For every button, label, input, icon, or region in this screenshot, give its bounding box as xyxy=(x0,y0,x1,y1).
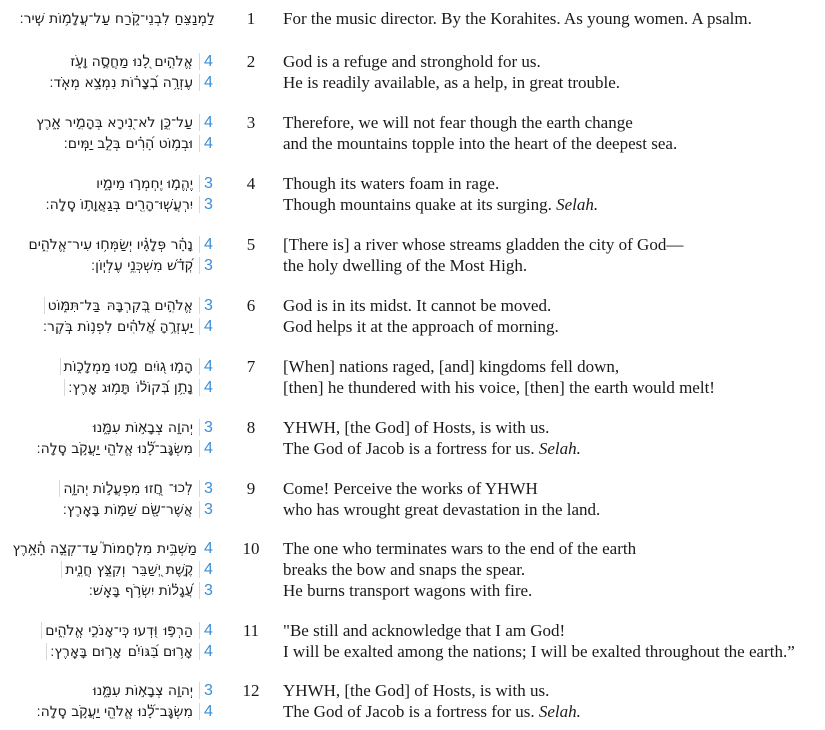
hebrew-line xyxy=(0,112,218,133)
english-line: Come! Perceive the works of YHWH xyxy=(283,479,538,498)
hebrew-line xyxy=(0,499,218,520)
english-column xyxy=(283,8,823,29)
stress-count: 3 xyxy=(204,479,213,497)
hebrew-segment: יַעְזְרֶ֥הָ אֱ֝לֹהִ֗ים לִפְנ֥וֹת בֹּֽקֶר׃ xyxy=(42,319,193,335)
hebrew-text xyxy=(61,135,200,152)
hebrew-column xyxy=(0,478,218,520)
hebrew-text xyxy=(46,643,200,660)
verse-number: 1 xyxy=(246,9,256,28)
hebrew-segment: מִשְׂגָּֽב־לָ֝֗נוּ אֱלֹהֵ֖י יַעֲקֹ֣ב סֶֽלָה׃ xyxy=(36,441,193,457)
stress-count: 3 xyxy=(204,296,213,314)
english-line: He burns transport wagons with fire. xyxy=(283,581,533,600)
stress-count: 4 xyxy=(204,52,213,70)
english-line: Though its waters foam in rage. xyxy=(283,174,500,193)
english-column xyxy=(283,680,823,722)
hebrew-segment: הַרְפּ֣וּ xyxy=(163,623,193,639)
hebrew-text xyxy=(90,682,200,699)
english-column xyxy=(283,295,823,337)
selah-italic: Selah. xyxy=(538,439,581,458)
english-line: who has wrought great devastation in the land. xyxy=(283,500,601,519)
english-text: The God of Jacob is a fortress for us. xyxy=(283,439,539,458)
hebrew-line xyxy=(0,620,218,641)
stress-count: 4 xyxy=(204,113,213,131)
hebrew-text xyxy=(33,440,200,457)
hebrew-text: לַמְנַצֵּחַ לִבְנֵי־קֹ֑רַח עַל־עֲלָמ֥וֹת שִֽׁיר׃ xyxy=(19,11,215,27)
english-line: He is readily available, as a help, in great trouble. xyxy=(283,73,621,92)
hebrew-text xyxy=(40,318,200,335)
hebrew-segment: עֲ֝גָל֗וֹת יִשְׂרֹ֥ף בָּאֵֽשׁ׃ xyxy=(88,583,193,599)
verse-number: 6 xyxy=(246,296,256,315)
hebrew-text xyxy=(60,501,200,518)
english-column xyxy=(283,234,823,276)
hebrew-line xyxy=(0,316,218,337)
stress-count: 3 xyxy=(204,174,213,192)
hebrew-segment: הָמ֣וּ ג֭וֹיִם xyxy=(143,359,193,375)
hebrew-line xyxy=(0,559,218,580)
hebrew-line xyxy=(0,417,218,438)
hebrew-line xyxy=(0,356,218,377)
hebrew-segment: וְקִצֵּ֣ץ חֲנִ֑ית xyxy=(61,561,128,578)
hebrew-segment: מִשְׂגָּֽב־לָ֝֗נוּ אֱלֹהֵ֖י יַעֲקֹ֣ב סֶֽלָה׃ xyxy=(36,704,193,720)
selah-italic: Selah. xyxy=(556,195,599,214)
stress-count: 4 xyxy=(204,702,213,720)
english-line: God helps it at the approach of morning. xyxy=(283,317,559,336)
hebrew-text xyxy=(64,379,200,396)
hebrew-line xyxy=(0,438,218,459)
hebrew-column xyxy=(0,8,218,29)
hebrew-text xyxy=(67,53,200,70)
stress-count: 3 xyxy=(204,256,213,274)
hebrew-segment: נָהָ֗ר פְּלָגָ֗יו יְשַׂמְּח֥וּ עִיר־אֱלֹהִ֑ים xyxy=(28,237,193,253)
hebrew-segment: מָ֣טוּ מַמְלָכ֑וֹת xyxy=(60,358,141,375)
hebrew-text xyxy=(44,297,200,314)
verse-number: 5 xyxy=(246,235,256,254)
english-line: "Be still and acknowledge that I am God! xyxy=(283,621,566,640)
english-line: [When] nations raged, [and] kingdoms fell down, xyxy=(283,357,620,376)
hebrew-text xyxy=(41,622,200,639)
hebrew-segment: יְהוָ֣ה צְבָא֣וֹת עִמָּ֑נוּ xyxy=(92,420,193,436)
english-line: The one who terminates wars to the end of the earth xyxy=(283,539,637,558)
stress-count: 4 xyxy=(204,235,213,253)
stress-count: 4 xyxy=(204,73,213,91)
hebrew-segment: בַּל־תִּמּ֑וֹט xyxy=(44,297,104,314)
hebrew-segment: אֲשֶׁר־שָׂ֖ם שַׁמּ֣וֹת בָּאָֽרֶץ׃ xyxy=(62,502,193,518)
stress-count: 3 xyxy=(204,418,213,436)
hebrew-line xyxy=(0,72,218,93)
hebrew-line xyxy=(0,194,218,215)
english-line: For the music director. By the Korahites. As young women. A psalm. xyxy=(283,9,752,28)
hebrew-segment: וּ֭דְעוּ כִּֽי־אָנֹכִ֣י אֱלֹהִ֑ים xyxy=(41,622,160,639)
verse-number: 11 xyxy=(242,621,260,640)
hebrew-segment: תָּמ֥וּג אָֽרֶץ׃ xyxy=(64,379,133,396)
hebrew-column xyxy=(0,680,218,722)
hebrew-line xyxy=(0,255,218,276)
english-line: God is in its midst. It cannot be moved. xyxy=(283,296,552,315)
english-line: YHWH, [the God] of Hosts, is with us. xyxy=(283,418,550,437)
hebrew-line xyxy=(0,680,218,701)
hebrew-line xyxy=(0,701,218,722)
stress-count: 3 xyxy=(204,681,213,699)
english-line xyxy=(283,438,823,459)
english-line: [There is] a river whose streams gladden the city of God— xyxy=(283,235,684,254)
english-line: I will be exalted among the nations; I will be exalted throughout the earth.” xyxy=(283,642,795,661)
stress-count: 4 xyxy=(204,317,213,335)
hebrew-line xyxy=(0,8,218,29)
hebrew-text xyxy=(33,703,200,720)
english-line: God is a refuge and stronghold for us. xyxy=(283,52,541,71)
stress-count: 4 xyxy=(204,357,213,375)
hebrew-line xyxy=(0,295,218,316)
hebrew-segment: אָר֥וּם בַּ֝גּוֹיִ֗ם xyxy=(127,644,193,660)
hebrew-segment: עֶזְרָ֥ה בְ֝צָר֗וֹת נִמְצָ֥א מְאֹֽד׃ xyxy=(49,75,193,91)
english-column xyxy=(283,538,823,601)
stress-count: 4 xyxy=(204,642,213,660)
hebrew-text xyxy=(93,175,200,192)
hebrew-segment: קְ֝דֹ֗שׁ מִשְׁכְּנֵ֥י עֶלְיֽוֹן׃ xyxy=(91,258,193,274)
english-line: Therefore, we will not fear though the earth change xyxy=(283,113,633,132)
stress-count: 4 xyxy=(204,560,213,578)
verse-number: 2 xyxy=(246,52,256,71)
hebrew-segment: אֱלֹהִ֣ים לָ֭נוּ מַחֲסֶ֣ה וָעֹ֑ז xyxy=(70,54,193,70)
hebrew-segment: וּבְמ֥וֹט הָ֝רִ֗ים בְּלֵ֣ב יַמִּֽים׃ xyxy=(63,136,193,152)
hebrew-text xyxy=(60,358,201,375)
hebrew-segment: אֱלֹהִ֣ים בְּ֭קִרְבָּהּ xyxy=(106,298,193,314)
english-line xyxy=(283,194,823,215)
hebrew-line xyxy=(0,538,218,559)
hebrew-column xyxy=(0,538,218,601)
hebrew-line xyxy=(0,51,218,72)
english-line: [then] he thundered with his voice, [then] the earth would melt! xyxy=(283,378,715,397)
hebrew-text xyxy=(88,257,200,274)
verse-number: 12 xyxy=(242,681,260,700)
english-text: Though mountains quake at its surging. xyxy=(283,195,557,214)
english-column xyxy=(283,51,823,93)
hebrew-segment: קֶ֣שֶׁת יְ֭שַׁבֵּר xyxy=(131,562,193,578)
hebrew-column xyxy=(0,51,218,93)
stress-count: 4 xyxy=(204,378,213,396)
hebrew-line xyxy=(0,478,218,499)
hebrew-column xyxy=(0,295,218,337)
hebrew-text xyxy=(86,582,200,599)
verse-number: 4 xyxy=(246,174,256,193)
stress-count: 4 xyxy=(204,439,213,457)
hebrew-segment: אָר֥וּם בָּאָֽרֶץ׃ xyxy=(46,643,124,660)
stress-count: 4 xyxy=(204,621,213,639)
hebrew-line xyxy=(0,580,218,601)
stress-count: 3 xyxy=(204,195,213,213)
verse-number: 10 xyxy=(242,539,260,558)
english-line: and the mountains topple into the heart of the deepest sea. xyxy=(283,134,678,153)
english-line: YHWH, [the God] of Hosts, is with us. xyxy=(283,681,550,700)
hebrew-column xyxy=(0,173,218,215)
hebrew-text: מַשְׁבִּ֥ית מִלְחָמוֹת֮ עַד־קְצֵ֪ה הָ֫אָ֥רֶץ xyxy=(12,541,197,557)
stress-count: 3 xyxy=(204,500,213,518)
english-column xyxy=(283,417,823,459)
english-column xyxy=(283,173,823,215)
stress-count: 4 xyxy=(204,539,213,557)
hebrew-segment: נָתַ֥ן בְּ֝קוֹל֗וֹ xyxy=(136,380,193,396)
verse-number: 9 xyxy=(246,479,256,498)
hebrew-column xyxy=(0,356,218,398)
stress-count: 3 xyxy=(204,581,213,599)
verse-number: 3 xyxy=(246,113,256,132)
stress-count: 4 xyxy=(204,134,213,152)
hebrew-segment: חֲ֭זוּ מִפְעֲל֣וֹת יְהוָ֑ה xyxy=(59,480,165,497)
english-column xyxy=(283,478,823,520)
hebrew-line xyxy=(0,234,218,255)
hebrew-line xyxy=(0,133,218,154)
hebrew-line xyxy=(0,173,218,194)
hebrew-text xyxy=(33,114,200,131)
verse-number: 7 xyxy=(246,357,256,376)
english-line xyxy=(283,701,823,722)
hebrew-line xyxy=(0,641,218,662)
hebrew-segment: לְכוּ־ xyxy=(168,480,193,496)
hebrew-column xyxy=(0,417,218,459)
hebrew-segment: יְהוָ֣ה צְבָא֣וֹת עִמָּ֑נוּ xyxy=(92,683,193,699)
hebrew-column xyxy=(0,234,218,276)
english-line: the holy dwelling of the Most High. xyxy=(283,256,528,275)
hebrew-text xyxy=(61,561,200,578)
hebrew-text xyxy=(26,236,200,253)
hebrew-segment: עַל־כֵּ֣ן לֹא־נִ֭ירָא בְּהָמִ֣יר אָ֑רֶץ xyxy=(36,115,193,131)
english-text: The God of Jacob is a fortress for us. xyxy=(283,702,539,721)
selah-italic: Selah. xyxy=(538,702,581,721)
hebrew-text xyxy=(59,480,200,497)
english-column xyxy=(283,620,823,662)
english-column xyxy=(283,356,823,398)
hebrew-segment: יֶהֱמ֣וּ יֶחְמְר֣וּ מֵימָ֑יו xyxy=(96,176,193,192)
english-column xyxy=(283,112,823,154)
hebrew-text xyxy=(90,419,200,436)
hebrew-segment: יִרְעֲשֽׁוּ־הָרִ֖ים בְּגַאֲוָת֣וֹ סֶֽלָה׃ xyxy=(45,197,193,213)
hebrew-text xyxy=(42,196,200,213)
hebrew-line xyxy=(0,377,218,398)
hebrew-text xyxy=(46,74,200,91)
hebrew-column xyxy=(0,620,218,662)
english-line: breaks the bow and snaps the spear. xyxy=(283,560,526,579)
verse-number: 8 xyxy=(246,418,256,437)
hebrew-column xyxy=(0,112,218,154)
